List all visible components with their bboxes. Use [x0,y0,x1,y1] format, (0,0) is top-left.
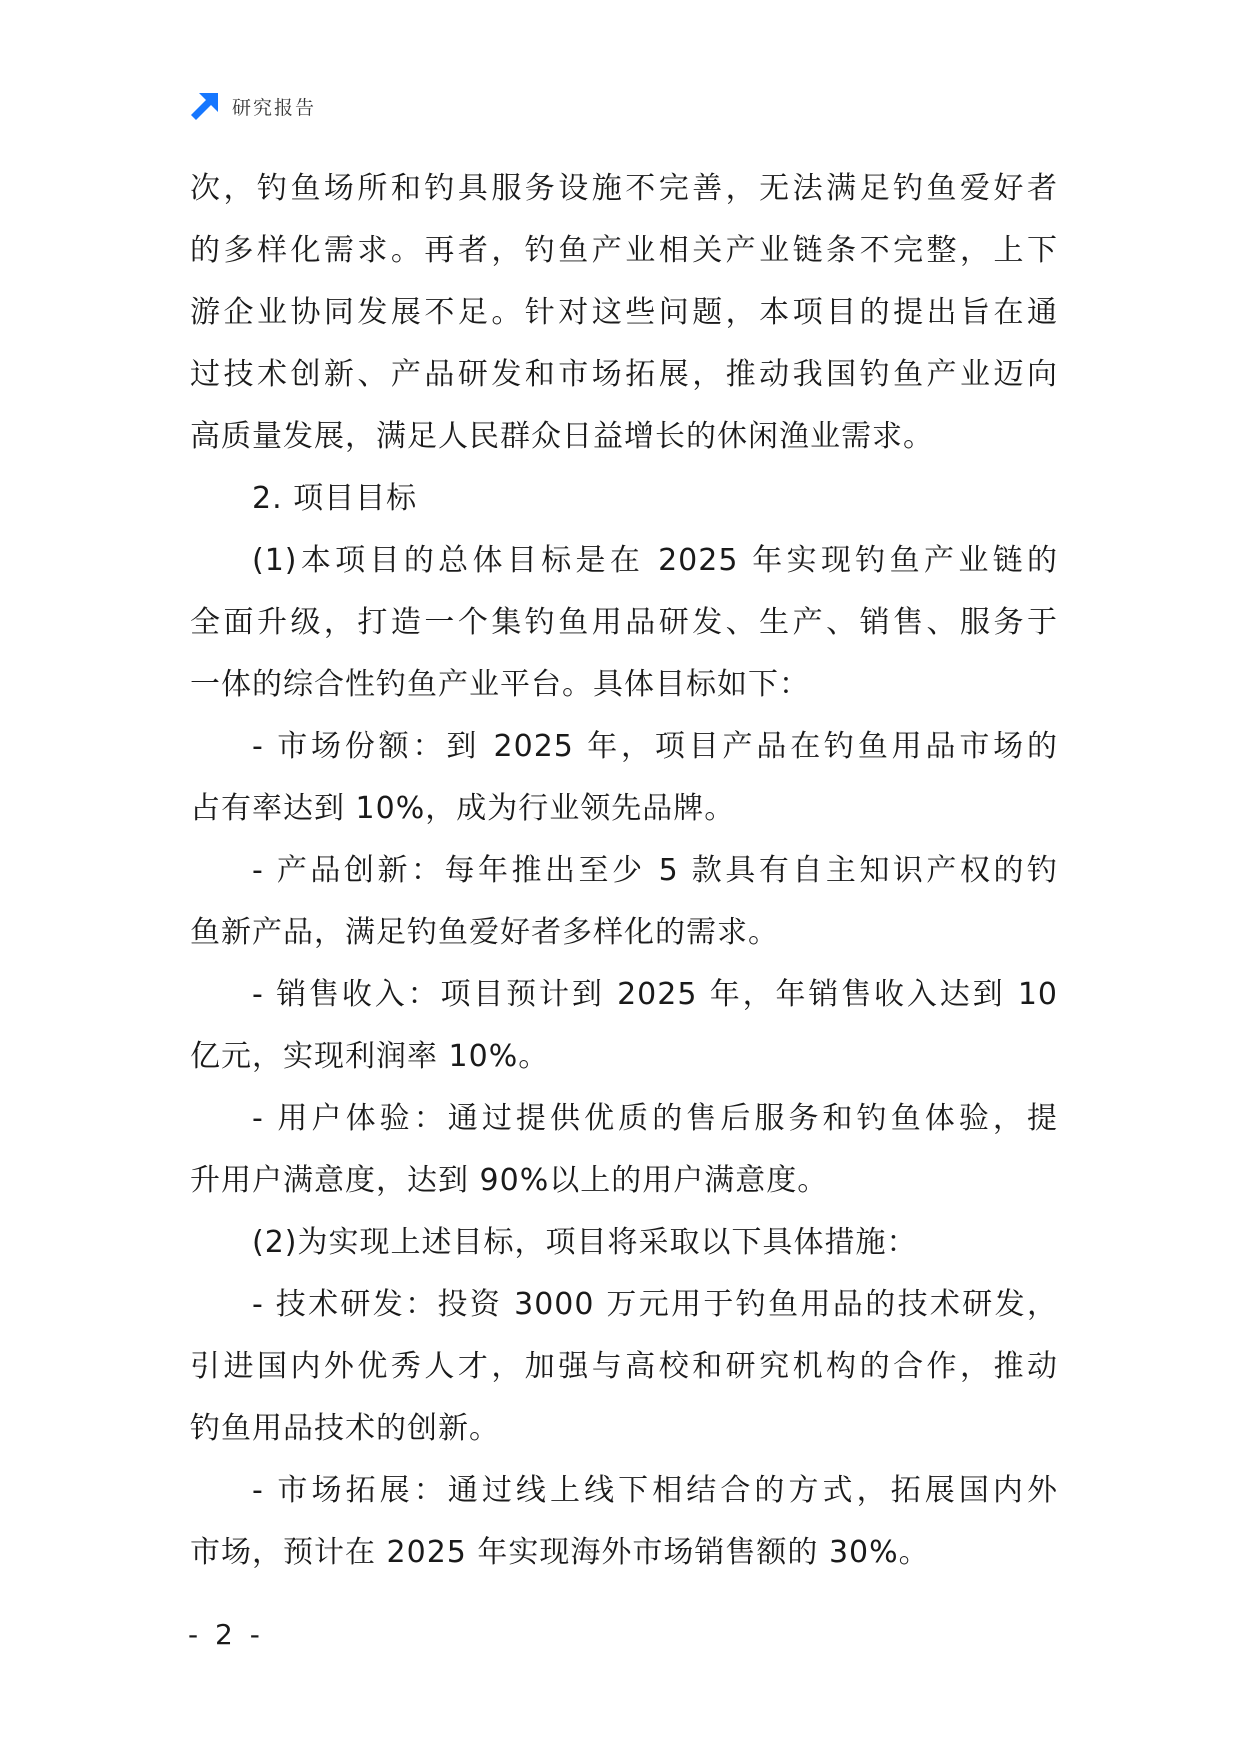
paragraph-line: 一体的综合性钓鱼产业平台。具体目标如下： [190,667,810,702]
list-item-line: 升用户满意度，达到 90%以上的用户满意度。 [190,1163,829,1198]
paragraph-line: 游企业协同发展不足。针对这些问题，本项目的提出旨在通 [190,295,1058,330]
report-header [190,88,316,124]
section-heading: 2. 项目目标 [252,481,418,516]
list-item-line: - 市场拓展：通过线上线下相结合的方式，拓展国内外 [252,1473,1058,1508]
list-item-line: - 用户体验：通过提供优质的售后服务和钓鱼体验，提 [252,1101,1058,1136]
document-body [190,158,1058,1584]
list-item-line: 鱼新产品，满足钓鱼爱好者多样化的需求。 [190,915,779,950]
paragraph-line: 的多样化需求。再者，钓鱼产业相关产业链条不完整，上下 [190,233,1058,268]
list-item-line: - 销售收入：项目预计到 2025 年，年销售收入达到 10 [252,977,1058,1012]
page-number: - 2 - [188,1618,264,1651]
paragraph-line: 过技术创新、产品研发和市场拓展，推动我国钓鱼产业迈向 [190,357,1058,392]
list-item-line: - 市场份额：到 2025 年，项目产品在钓鱼用品市场的 [252,729,1058,764]
list-item-line: 占有率达到 10%，成为行业领先品牌。 [190,791,736,826]
paragraph-line: (2)为实现上述目标，项目将采取以下具体措施： [252,1225,918,1260]
list-item-line: 钓鱼用品技术的创新。 [190,1411,500,1446]
list-item-line: - 产品创新：每年推出至少 5 款具有自主知识产权的钓 [252,853,1058,888]
paragraph-line: (1)本项目的总体目标是在 2025 年实现钓鱼产业链的 [252,543,1058,578]
list-item-line: 亿元，实现利润率 10%。 [190,1039,550,1074]
header-title: 研究报告 [232,96,317,119]
paragraph-line: 高质量发展，满足人民群众日益增长的休闲渔业需求。 [190,419,934,454]
list-item-line: 市场，预计在 2025 年实现海外市场销售额的 30%。 [190,1535,930,1570]
paragraph-line: 全面升级，打造一个集钓鱼用品研发、生产、销售、服务于 [190,605,1058,640]
list-item-line: - 技术研发：投资 3000 万元用于钓鱼用品的技术研发， [252,1287,1058,1322]
paragraph-line: 次，钓鱼场所和钓具服务设施不完善，无法满足钓鱼爱好者 [190,171,1058,206]
arrow-up-right-icon [190,91,220,121]
list-item-line: 引进国内外优秀人才，加强与高校和研究机构的合作，推动 [190,1349,1058,1384]
